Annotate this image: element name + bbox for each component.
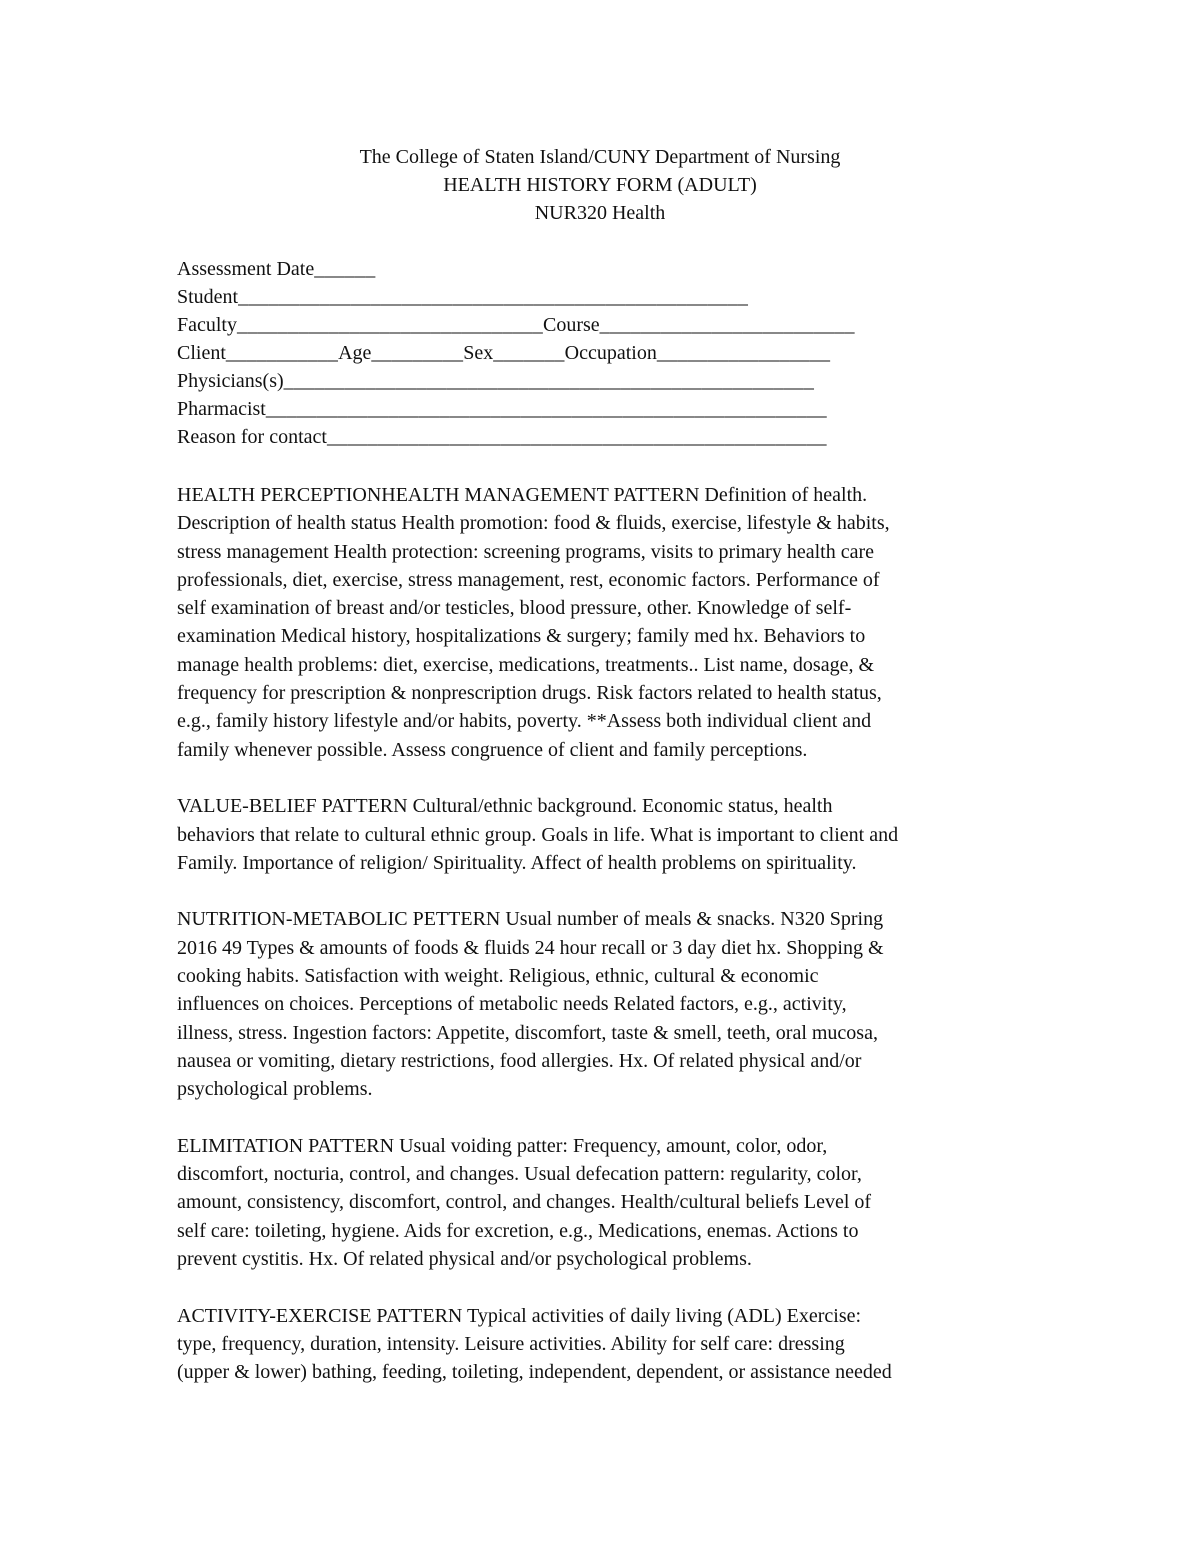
age-field[interactable]: _________ <box>371 342 464 364</box>
form-fields <box>177 255 1027 451</box>
paragraph-line: Description of health status Health promotion: food & fluids, exercise, lifestyle & habits, <box>177 512 890 535</box>
institution-name: The College of Staten Island/CUNY Department of Nursing <box>359 146 841 168</box>
section-paragraph <box>177 1302 1037 1387</box>
paragraph-line: frequency for prescription & nonprescription drugs. Risk factors related to health status, <box>177 682 882 705</box>
paragraph-line: HEALTH PERCEPTIONHEALTH MANAGEMENT PATTERN Definition of health. <box>177 484 868 506</box>
paragraph-line: ELIMITATION PATTERN Usual voiding patter: Frequency, amount, color, odor, <box>177 1134 828 1157</box>
student-field[interactable]: __________________________________________________ <box>238 286 749 308</box>
course-field[interactable]: _________________________ <box>599 314 855 336</box>
paragraph-line: amount, consistency, discomfort, control, and changes. Health/cultural beliefs Level of <box>177 1191 872 1214</box>
reason-field[interactable]: _________________________________________________ <box>326 426 827 448</box>
client-row <box>177 339 1027 367</box>
reason-label: Reason for contact <box>177 426 327 448</box>
form-title: HEALTH HISTORY FORM (ADULT) <box>443 174 757 196</box>
assessment-date-label: Assessment Date <box>177 258 315 280</box>
paragraph-line: stress management Health protection: screening programs, visits to primary health care <box>177 540 875 563</box>
faculty-field[interactable]: ______________________________ <box>237 314 543 336</box>
course-label: Course <box>543 314 600 336</box>
section-value-belief <box>177 792 1037 877</box>
occupation-label: Occupation <box>564 342 657 364</box>
paragraph-line: examination Medical history, hospitalizations & surgery; family med hx. Behaviors to <box>177 625 866 648</box>
course-title: NUR320 Health <box>534 202 666 224</box>
section-paragraph <box>177 905 1037 1103</box>
assessment-date-row <box>177 255 1027 283</box>
section-activity-exercise <box>177 1302 1037 1387</box>
paragraph-line: type, frequency, duration, intensity. Leisure activities. Ability for self care: dressing <box>177 1332 845 1355</box>
student-row <box>177 283 1027 311</box>
paragraph-line: self examination of breast and/or testicles, blood pressure, other. Knowledge of self- <box>177 597 852 620</box>
pharmacist-field[interactable]: _______________________________________________________ <box>265 398 827 420</box>
client-field[interactable]: ___________ <box>225 342 339 364</box>
section-health-perception <box>177 481 1037 764</box>
pharmacist-row <box>177 395 1027 423</box>
section-paragraph <box>177 481 1037 764</box>
age-label: Age <box>338 342 372 364</box>
paragraph-line: 2016 49 Types & amounts of foods & fluids 24 hour recall or 3 day diet hx. Shopping & <box>177 936 884 959</box>
sex-field[interactable]: _______ <box>493 342 565 364</box>
physicians-field[interactable]: ____________________________________________________ <box>283 370 815 392</box>
paragraph-line: psychological problems. <box>177 1078 373 1101</box>
paragraph-line: family whenever possible. Assess congruence of client and family perceptions. <box>177 738 808 761</box>
assessment-date-field[interactable]: ______ <box>314 258 376 280</box>
section-paragraph <box>177 1132 1037 1273</box>
paragraph-line: discomfort, nocturia, control, and changes. Usual defecation pattern: regularity, color, <box>177 1163 862 1186</box>
paragraph-line: e.g., family history lifestyle and/or habits, poverty. **Assess both individual client and <box>177 710 872 733</box>
student-label: Student <box>177 286 239 308</box>
paragraph-line: self care: toileting, hygiene. Aids for excretion, e.g., Medications, enemas. Actions to <box>177 1219 859 1242</box>
faculty-course-row <box>177 311 1027 339</box>
sex-label: Sex <box>463 342 494 364</box>
paragraph-line: NUTRITION-METABOLIC PETTERN Usual number of meals & snacks. N320 Spring <box>177 908 884 931</box>
paragraph-line: influences on choices. Perceptions of metabolic needs Related factors, e.g., activity, <box>177 993 847 1016</box>
paragraph-line: manage health problems: diet, exercise, medications, treatments.. List name, dosage, & <box>177 653 875 676</box>
pharmacist-label: Pharmacist <box>177 398 266 420</box>
section-paragraph <box>177 792 1037 877</box>
physicians-label: Physicians(s) <box>177 370 284 392</box>
paragraph-line: nausea or vomiting, dietary restrictions, food allergies. Hx. Of related physical and/or <box>177 1049 862 1072</box>
paragraph-line: prevent cystitis. Hx. Of related physical and/or psychological problems. <box>177 1248 752 1271</box>
paragraph-line: (upper & lower) bathing, feeding, toileting, independent, dependent, or assistance needed <box>177 1361 892 1384</box>
reason-row <box>177 423 1027 451</box>
physicians-row <box>177 367 1027 395</box>
document-header <box>0 143 1200 227</box>
client-label: Client <box>177 342 226 364</box>
paragraph-line: illness, stress. Ingestion factors: Appetite, discomfort, taste & smell, teeth, oral mucosa, <box>177 1021 878 1044</box>
faculty-label: Faculty <box>177 314 237 336</box>
assessment-sections <box>177 481 1037 1415</box>
paragraph-line: ACTIVITY-EXERCISE PATTERN Typical activities of daily living (ADL) Exercise: <box>177 1304 862 1327</box>
paragraph-line: professionals, diet, exercise, stress management, rest, economic factors. Performance of <box>177 568 880 591</box>
paragraph-line: behaviors that relate to cultural ethnic group. Goals in life. What is important to client and <box>177 823 899 846</box>
paragraph-line: cooking habits. Satisfaction with weight. Religious, ethnic, cultural & economic <box>177 965 819 988</box>
section-nutrition-metabolic <box>177 905 1037 1103</box>
paragraph-line: Family. Importance of religion/ Spirituality. Affect of health problems on spirituality. <box>177 851 857 874</box>
paragraph-line: VALUE-BELIEF PATTERN Cultural/ethnic background. Economic status, health <box>177 795 833 818</box>
occupation-field[interactable]: _________________ <box>656 342 831 364</box>
section-elimination <box>177 1132 1037 1273</box>
